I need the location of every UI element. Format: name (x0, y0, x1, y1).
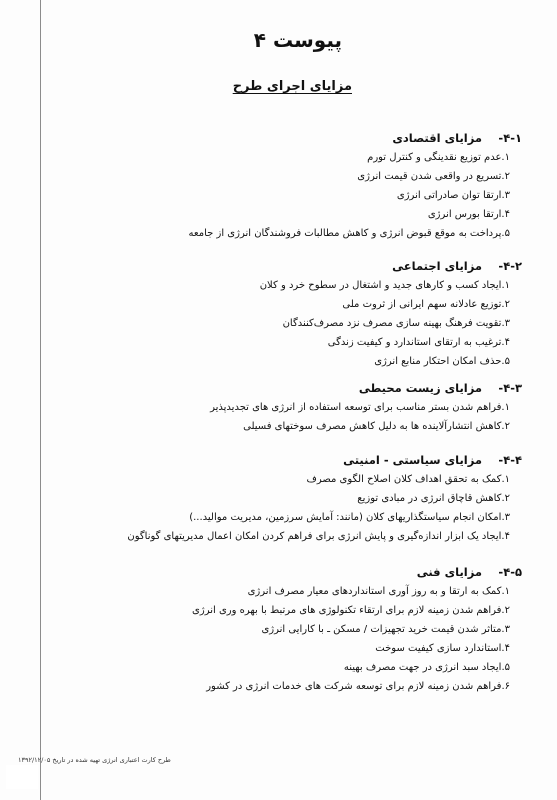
list-item: ۲.تسریع در واقعی شدن قیمت انرژی (357, 171, 510, 182)
list-item: ۲.فراهم شدن زمینه لازم برای ارتقاء تکنولوژی های مرتبط با بهره وری انرژی (192, 605, 510, 616)
list-item: ۵.ایجاد سبد انرژی در جهت مصرف بهینه (343, 662, 510, 673)
list-item: ۱.کمک به ارتقا و به روز آوری استانداردهای معیار مصرف انرژی (247, 586, 510, 597)
list-item: ۴.ترغیب به ارتقای استاندارد و کیفیت زندگی (327, 337, 510, 348)
section-number: ۴-۱- (498, 131, 522, 145)
page-subtitle: مزایای اجرای طرح (232, 79, 352, 94)
section-environmental (60, 378, 522, 436)
footnote: طرح کارت اعتباری انرژی تهیه شده در تاریخ ۱۳۹۲/۱۲/۰۵ (18, 756, 171, 764)
list-item: ۳.تقویت فرهنگ بهینه سازی مصرف نزد مصرف‌کنندگان (282, 318, 510, 329)
list-item: ۲.کاهش قاچاق انرژی در مبادی توزیع (357, 493, 510, 504)
page-content (60, 0, 522, 800)
section-number: ۴-۲- (498, 259, 522, 273)
section-heading (60, 562, 522, 582)
list-item: ۱.فراهم شدن بستر مناسب برای توسعه استفاده از انرژی های تجدیدپذیر (210, 402, 510, 413)
list-item: ۳.امکان انجام سیاستگذاریهای کلان (مانند: آمایش سرزمین، مدیریت موالید...) (189, 512, 510, 523)
list-item: ۱.ایجاد کسب و کارهای جدید و اشتغال در سطوح خرد و کلان (259, 280, 510, 291)
page-title: پیوست ۴ (253, 28, 342, 52)
section-technical (60, 562, 522, 696)
section-title: مزایای اجتماعی (392, 259, 482, 273)
list-item: ۶.فراهم شدن زمینه لازم برای توسعه شرکت های خدمات انرژی در کشور (206, 681, 510, 692)
section-title: مزایای سیاستی - امنیتی (343, 453, 482, 467)
section-title: مزایای فنی (416, 565, 482, 579)
section-heading (60, 450, 522, 470)
list-item: ۲.کاهش انتشارآلاینده ها به دلیل کاهش مصرف سوختهای فسیلی (243, 421, 510, 432)
section-heading (60, 378, 522, 398)
section-heading (60, 128, 522, 148)
list-item: ۵.حذف امکان احتکار منابع انرژی (374, 356, 510, 367)
section-title: مزایای زیست محیطی (358, 381, 482, 395)
section-number: ۴-۵- (498, 565, 522, 579)
list-item: ۴.استاندارد سازی کیفیت سوخت (375, 643, 510, 654)
section-social (60, 256, 522, 371)
margin-line (40, 0, 41, 800)
section-number: ۴-۴- (498, 453, 522, 467)
list-item: ۲.توزیع عادلانه سهم ایرانی از ثروت ملی (342, 299, 510, 310)
section-heading (60, 256, 522, 276)
list-item: ۱.کمک به تحقق اهداف کلان اصلاح الگوی مصرف (306, 474, 510, 485)
footer-box (6, 765, 38, 789)
section-political-security (60, 450, 522, 546)
list-item: ۴.ایجاد یک ابزار اندازه‌گیری و پایش انرژی برای فراهم کردن امکان اعمال مدیریتهای گوناگون (127, 531, 510, 542)
section-number: ۴-۳- (498, 381, 522, 395)
section-title: مزایای اقتصادی (392, 131, 482, 145)
list-item: ۳.ارتقا توان صادراتی انرژی (396, 190, 510, 201)
list-item: ۵.پرداخت به موقع قبوض انرژی و کاهش مطالبات فروشندگان انرژی از جامعه (188, 228, 510, 239)
section-economic (60, 128, 522, 243)
list-item: ۱.عدم توزیع نقدینگی و کنترل تورم (367, 152, 510, 163)
list-item: ۳.متاثر شدن قیمت خرید تجهیزات / مسکن ـ با کارایی انرژی (261, 624, 510, 635)
list-item: ۴.ارتقا بورس انرژی (427, 209, 510, 220)
